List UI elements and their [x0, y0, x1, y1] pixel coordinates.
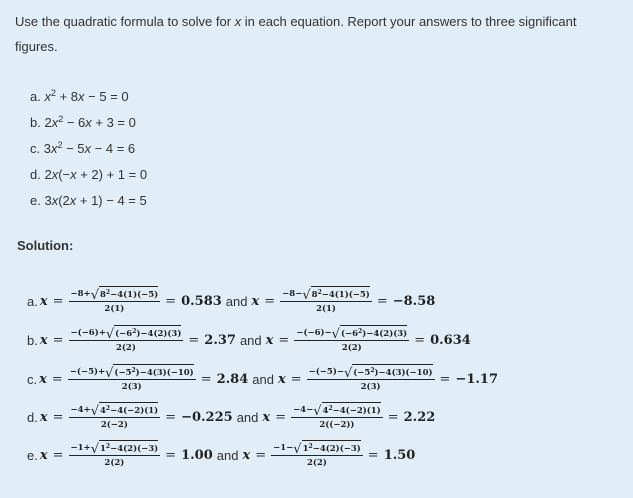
exponent: 2	[132, 328, 137, 335]
and-text: and	[239, 332, 262, 348]
sqrt-icon: √	[293, 442, 302, 457]
variable-x: x	[265, 332, 274, 348]
exponent: 2	[308, 443, 313, 450]
and-text: and	[252, 371, 274, 387]
variable-x: x	[242, 447, 251, 463]
row-label: a.	[27, 293, 38, 309]
fraction	[291, 402, 383, 432]
problem-e: e. 3x(2x + 1) − 4 = 5	[30, 193, 147, 208]
radicand: $(-6^2)-4(2)(3)$	[114, 325, 181, 340]
solution-heading: Solution:	[17, 238, 74, 253]
equals-sign: =	[165, 293, 177, 309]
numerator-prefix: −1+	[70, 443, 91, 453]
denominator: 2(2)	[116, 343, 136, 353]
equals-sign: =	[387, 409, 399, 425]
result-plus: 1.00	[181, 447, 213, 463]
equals-sign: =	[52, 447, 64, 463]
exponent: 2	[370, 367, 375, 374]
radicand: $(-5^2)-4(3)(-10)$	[352, 364, 432, 379]
row-label: b.	[27, 332, 38, 348]
equals-sign: =	[200, 371, 212, 387]
sqrt-icon: √	[302, 288, 311, 303]
solution-row-e	[27, 436, 415, 474]
equals-sign: =	[367, 447, 379, 463]
variable-x: x	[39, 409, 48, 425]
result-plus: −0.225	[181, 409, 233, 425]
equals-sign: =	[51, 371, 63, 387]
row-label: e.	[27, 447, 38, 463]
sqrt-icon: √	[343, 366, 353, 381]
variable-x: x	[39, 447, 48, 463]
numerator	[69, 402, 161, 418]
equals-sign: =	[52, 409, 64, 425]
sqrt-icon: √	[313, 404, 322, 419]
equals-sign: =	[165, 447, 177, 463]
sqrt-icon: √	[90, 404, 99, 419]
exponent: 2	[328, 405, 333, 412]
equals-sign: =	[165, 409, 177, 425]
problem-b: b. $2x^2 - 6x + 3 = 0$	[30, 114, 136, 130]
denominator: 2(2)	[341, 343, 362, 353]
exponent: 2	[105, 443, 111, 450]
numerator-prefix: −(−6)−	[296, 328, 332, 338]
numerator-prefix: −4−	[293, 405, 314, 415]
fraction	[307, 364, 435, 394]
and-text: and	[236, 409, 259, 425]
result-minus: −1.17	[455, 371, 498, 387]
numerator-prefix: −8+	[70, 289, 91, 299]
result-plus: 2.84	[216, 371, 249, 387]
radicand: $8^2-4(1)(-5)$	[311, 286, 370, 301]
problem-list	[30, 87, 147, 217]
denominator: 2(2)	[104, 458, 125, 468]
fraction	[68, 364, 196, 394]
equals-sign: =	[255, 447, 267, 463]
solution-row-a	[27, 282, 435, 320]
result-minus: 2.22	[403, 409, 436, 425]
variable-x: x	[39, 293, 48, 309]
exponent: 2	[358, 328, 363, 335]
numerator	[294, 325, 409, 341]
radicand: $(-5^2)-4(3)(-10)$	[113, 364, 193, 379]
radicand: $(-6^2)-4(2)(3)$	[340, 325, 407, 340]
numerator-prefix: −(−5)+	[69, 367, 106, 377]
problem-c: c. $3x^2 - 5x - 4 = 6$	[30, 140, 136, 156]
radicand: $1^2-4(2)(-3)$	[99, 440, 158, 455]
sqrt-icon: √	[105, 327, 115, 342]
numerator-prefix: −(−5)−	[308, 367, 344, 377]
row-label: d.	[27, 409, 38, 425]
problem-d: d. 2x(−x + 2) + 1 = 0	[30, 167, 148, 182]
equals-sign: =	[439, 371, 451, 387]
denominator: 2(3)	[360, 382, 381, 392]
exponent: 2	[105, 405, 111, 412]
fraction	[69, 325, 184, 355]
variable-x: x	[262, 409, 271, 425]
equals-sign: =	[414, 332, 426, 348]
fraction	[271, 440, 363, 470]
equals-sign: =	[275, 409, 287, 425]
denominator: 2(−2)	[100, 420, 128, 430]
radicand: $4^2-4(-2)(1)$	[99, 402, 158, 417]
numerator	[280, 286, 372, 302]
instructions	[15, 9, 615, 59]
denominator: 2((−2))	[319, 420, 355, 430]
sqrt-icon: √	[90, 288, 99, 303]
exponent: 2	[317, 289, 322, 296]
fraction	[294, 325, 409, 355]
numerator	[307, 364, 435, 380]
numerator-prefix: −(−6)+	[70, 328, 106, 338]
exponent: 2	[131, 367, 136, 374]
numerator	[68, 364, 196, 380]
numerator-prefix: −1−	[273, 443, 294, 453]
denominator: 2(3)	[121, 382, 142, 392]
variable-x: x	[39, 332, 48, 348]
numerator-prefix: −4+	[70, 405, 91, 415]
result-plus: 0.583	[181, 293, 222, 309]
equals-sign: =	[376, 293, 388, 309]
numerator	[69, 325, 184, 341]
fraction	[280, 286, 372, 316]
variable-x: x	[39, 371, 47, 387]
denominator: 2(2)	[307, 458, 327, 468]
denominator: 2(1)	[104, 304, 125, 314]
denominator: 2(1)	[316, 304, 336, 314]
fraction	[69, 402, 161, 432]
solution-row-d	[27, 398, 435, 436]
equals-sign: =	[188, 332, 200, 348]
solution-row-b	[27, 321, 471, 359]
numerator	[69, 440, 161, 456]
variable-x: x	[234, 14, 242, 29]
numerator	[69, 286, 161, 302]
sqrt-icon: √	[331, 327, 340, 342]
equals-sign: =	[264, 293, 276, 309]
equals-sign: =	[52, 332, 64, 348]
radicand: $4^2-4(-2)(1)$	[322, 402, 381, 417]
row-label: c.	[27, 371, 38, 387]
sqrt-icon: √	[105, 366, 114, 381]
instructions-text: Use the quadratic formula to solve for	[15, 14, 235, 29]
variable-x: x	[277, 371, 286, 387]
numerator	[271, 440, 363, 456]
result-minus: −8.58	[392, 293, 436, 309]
instructions-text-end: in each equation. Report your answers to three significant figures.	[15, 14, 577, 54]
numerator-prefix: −8−	[282, 289, 303, 299]
equals-sign: =	[278, 332, 290, 348]
and-text: and	[216, 447, 239, 463]
result-minus: 1.50	[383, 447, 416, 463]
equals-sign: =	[290, 371, 302, 387]
variable-x: x	[251, 293, 260, 309]
problem-a: a. $x^2 + 8x - 5 = 0$	[30, 88, 129, 104]
result-minus: 0.634	[430, 332, 471, 348]
sqrt-icon: √	[90, 442, 99, 457]
radicand: $8^2-4(1)(-5)$	[99, 286, 158, 301]
equals-sign: =	[52, 293, 64, 309]
fraction	[69, 286, 161, 316]
numerator	[291, 402, 383, 418]
and-text: and	[225, 293, 248, 309]
result-plus: 2.37	[204, 332, 236, 348]
exponent: 2	[105, 289, 111, 296]
solution-row-c	[27, 360, 498, 398]
radicand: $1^2-4(2)(-3)$	[302, 440, 361, 455]
fraction	[69, 440, 161, 470]
